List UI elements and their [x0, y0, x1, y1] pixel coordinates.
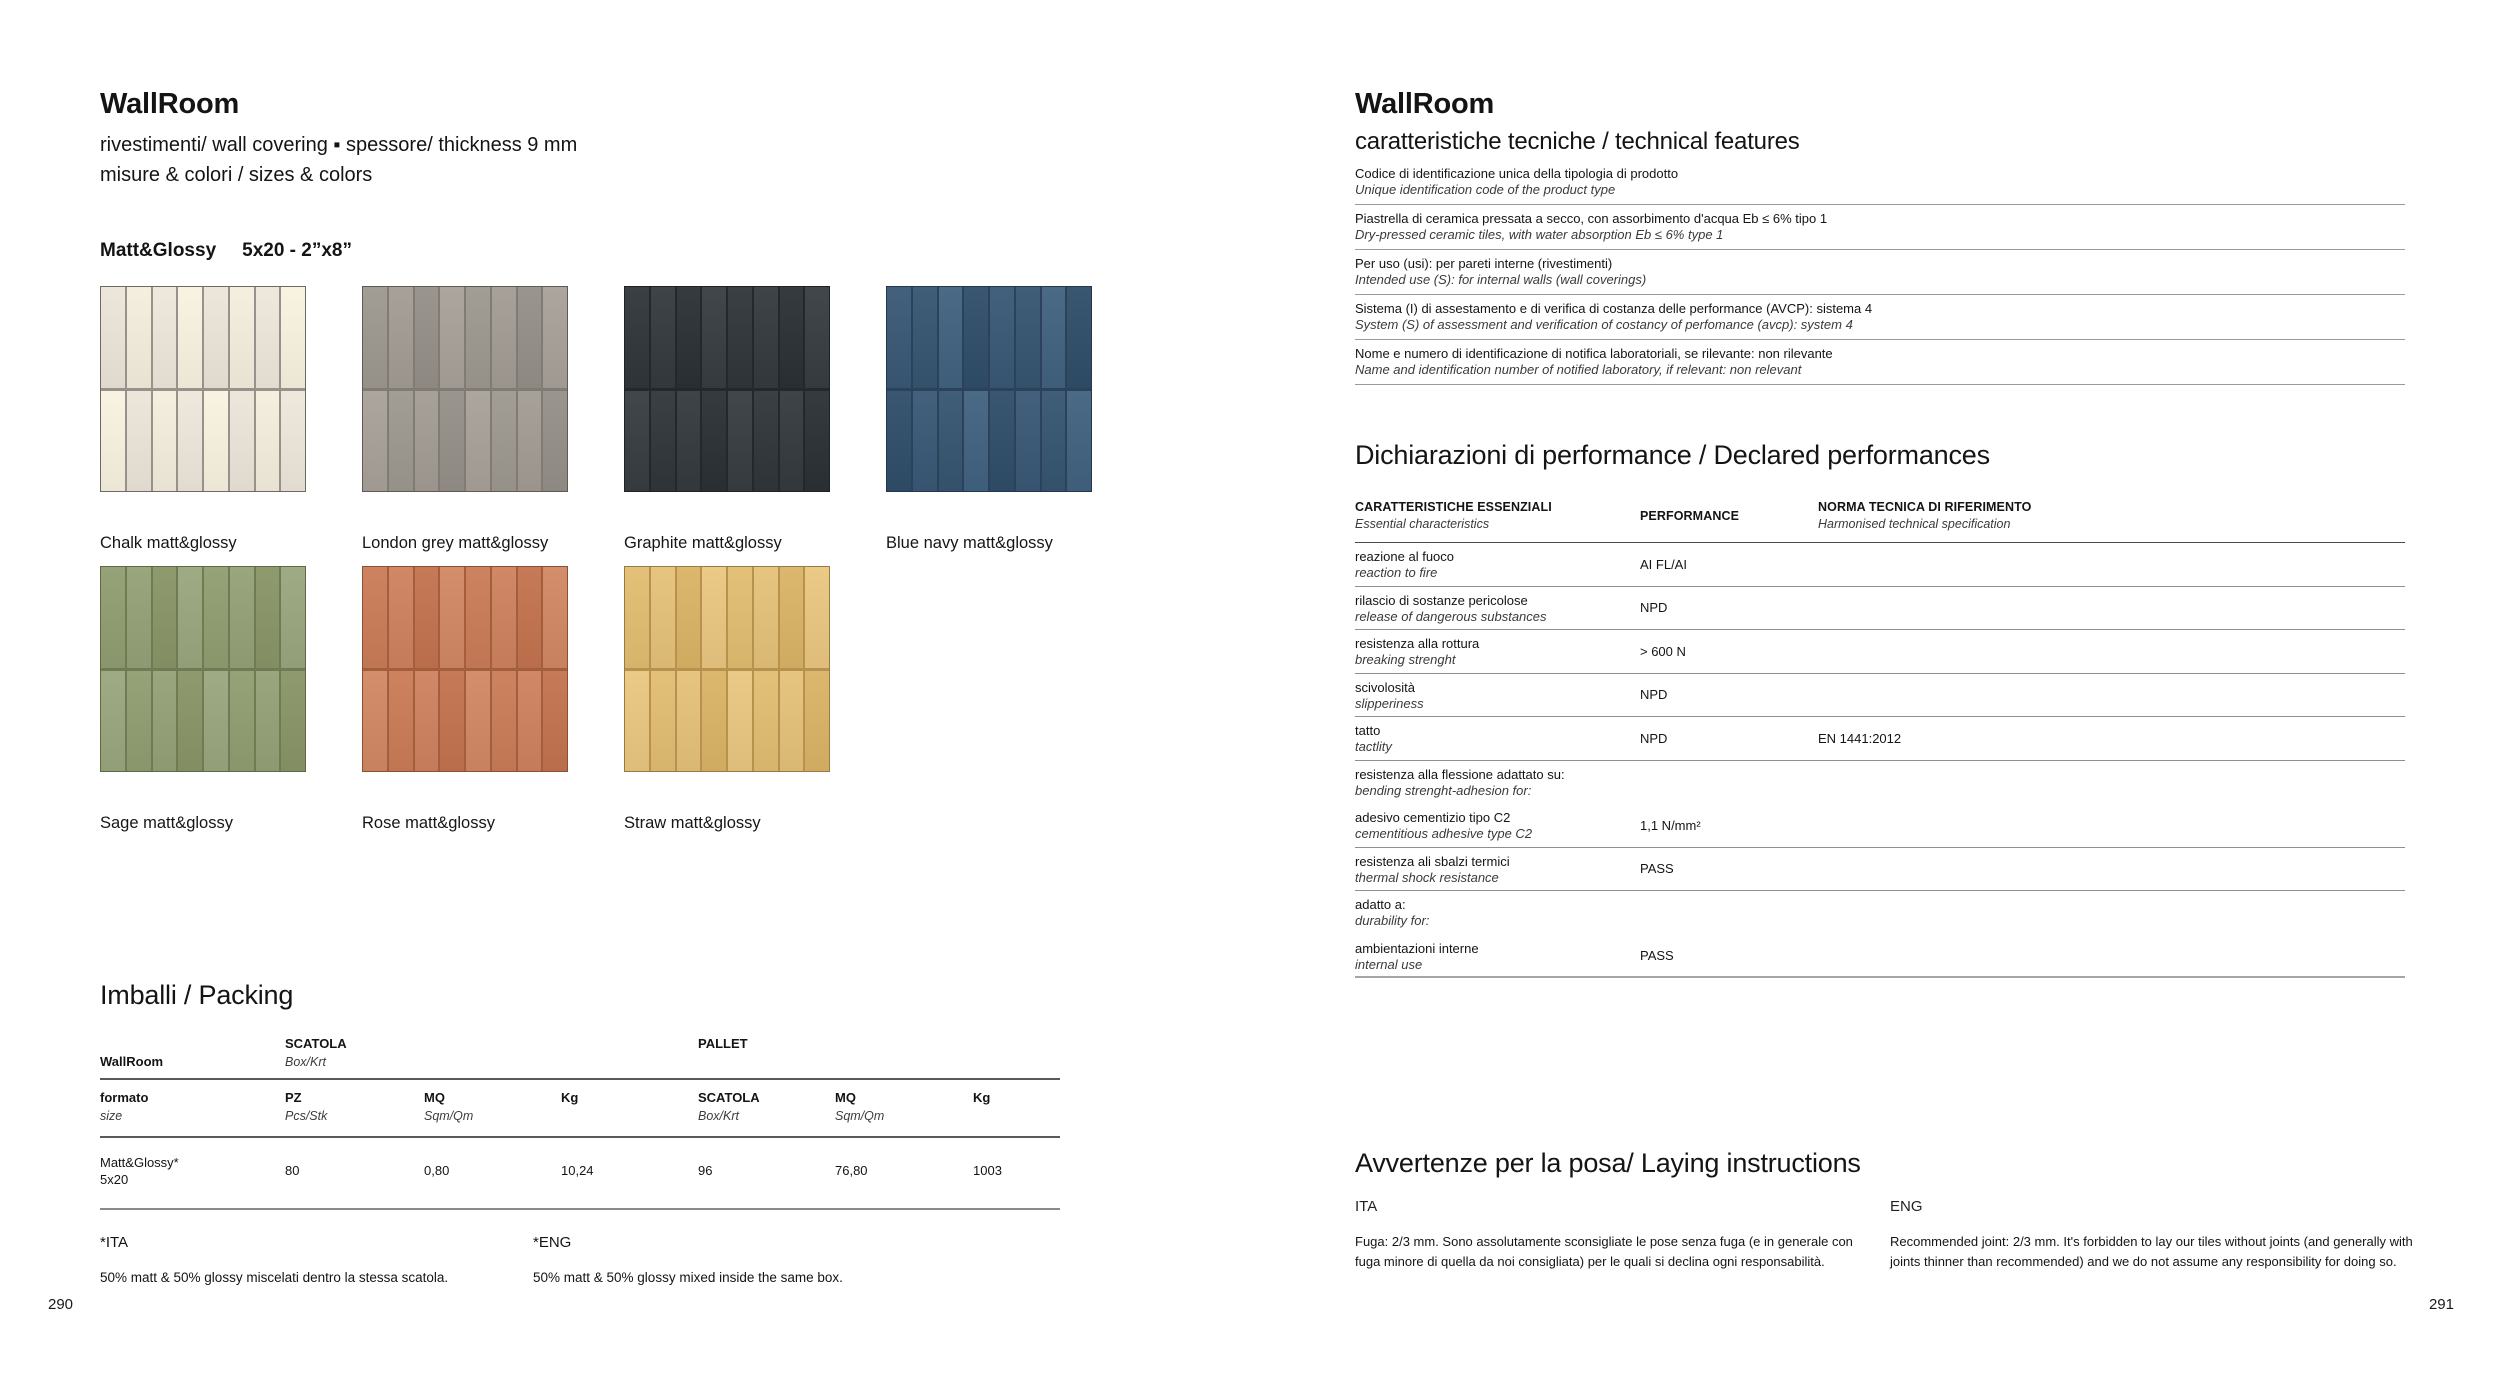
tile-strip	[415, 391, 439, 492]
tile-strip	[492, 287, 516, 388]
packing-column-head: PZ	[285, 1090, 302, 1105]
tile-strip	[625, 671, 649, 772]
tile-strip	[677, 567, 701, 668]
packing-table	[100, 1036, 1060, 1210]
footnote-ita-text: 50% matt & 50% glossy miscelati dentro la stessa scatola.	[100, 1270, 449, 1285]
perf-row-it: reazione al fuoco	[1355, 549, 1455, 564]
perf-row-value: NPD	[1640, 600, 1668, 616]
tile-strip	[518, 391, 542, 492]
perf-row-it: adesivo cementizio tipo C2	[1355, 810, 1511, 825]
footnote-ita-label: *ITA	[100, 1234, 129, 1251]
tile-strip	[101, 671, 125, 772]
perf-row-label	[1355, 549, 1640, 586]
feature-text-en: System (S) of assessment and verification of costancy of perfomance (avcp): system 4	[1355, 317, 1853, 332]
tile-strip	[363, 567, 387, 668]
tile-strip	[204, 391, 228, 492]
technical-feature-item	[1355, 205, 2405, 250]
performance-row	[1355, 804, 2405, 848]
tile-swatch	[624, 286, 830, 553]
tile-strip	[1042, 391, 1066, 492]
packing-pallet-sub-spacer	[698, 1054, 835, 1070]
tile-swatch-image	[362, 286, 568, 492]
packing-column-header	[424, 1090, 561, 1124]
packing-column-head: Kg	[561, 1090, 579, 1105]
tile-strip	[805, 391, 829, 492]
packing-group-header-row	[100, 1036, 1060, 1080]
tile-strip	[805, 287, 829, 388]
packing-row-series: Matt&Glossy*	[100, 1155, 179, 1170]
perf-row-label	[1355, 723, 1640, 760]
tile-strip	[543, 567, 567, 668]
tile-strip	[728, 287, 752, 388]
perf-row-it: adatto a:	[1355, 897, 1406, 912]
tile-strip	[101, 391, 125, 492]
tile-strip	[492, 671, 516, 772]
perf-row-norm	[1818, 897, 2405, 935]
tile-strip	[204, 671, 228, 772]
packing-cell-value: 96	[698, 1163, 713, 1178]
tile-strip	[780, 287, 804, 388]
tile-strip	[389, 567, 413, 668]
perf-row-it: scivolosità	[1355, 679, 1415, 695]
perf-row-en: reaction to fire	[1355, 565, 1438, 580]
swatch-grid	[100, 286, 1092, 833]
tile-swatch-image	[100, 286, 306, 492]
tile-strip	[887, 391, 911, 492]
feature-text-it: Sistema (I) di assestamento e di verifica di costanza delle performance (AVCP): sistema 4	[1355, 301, 1873, 316]
perf-col2-head: PERFORMANCE	[1640, 508, 1740, 523]
tile-strip	[651, 671, 675, 772]
packing-column-header	[973, 1090, 1060, 1124]
packing-column-header	[835, 1090, 973, 1124]
tile-strip	[363, 287, 387, 388]
feature-text-en: Unique identification code of the product type	[1355, 182, 1616, 197]
packing-column-head: MQ	[424, 1090, 445, 1105]
tile-strip	[913, 391, 937, 492]
packing-column-sub: Sqm/Qm	[835, 1109, 885, 1123]
perf-row-label	[1355, 680, 1640, 717]
perf-row-label	[1355, 636, 1640, 673]
packing-scatola-group	[285, 1036, 424, 1070]
tile-strip	[754, 391, 778, 492]
tile-swatch-image	[886, 286, 1092, 492]
tile-swatch-image	[624, 286, 830, 492]
tile-strip	[964, 391, 988, 492]
feature-text-en: Dry-pressed ceramic tiles, with water absorption Eb ≤ 6% type 1	[1355, 227, 1724, 242]
technical-feature-item	[1355, 340, 2405, 385]
packing-pallet-label: PALLET	[698, 1036, 748, 1051]
performance-row	[1355, 891, 2405, 935]
technical-feature-item	[1355, 250, 2405, 295]
performance-row	[1355, 717, 2405, 761]
perf-row-label	[1355, 897, 1640, 935]
tile-strip	[913, 287, 937, 388]
performances-heading: Dichiarazioni di performance / Declared performances	[1355, 440, 1990, 470]
tile-strip	[887, 287, 911, 388]
tile-strip	[1067, 287, 1091, 388]
page-subtitle	[100, 130, 577, 190]
packing-heading: Imballi / Packing	[100, 980, 294, 1010]
perf-row-en: durability for:	[1355, 913, 1430, 928]
laying-eng-column	[1890, 1198, 2420, 1272]
packing-column-header	[100, 1090, 285, 1124]
tile-strip	[702, 567, 726, 668]
tile-swatch	[100, 566, 306, 833]
tile-strip	[440, 567, 464, 668]
perf-row-en: bending strenght-adhesion for:	[1355, 782, 1532, 798]
tile-strip	[153, 671, 177, 772]
swatch-label: Sage matt&glossy	[100, 814, 233, 832]
tile-strip	[518, 287, 542, 388]
tile-strip	[256, 567, 280, 668]
tile-swatch	[362, 286, 568, 553]
tile-strip	[440, 287, 464, 388]
perf-row-en: release of dangerous substances	[1355, 608, 1547, 624]
perf-row-en: thermal shock resistance	[1355, 869, 1499, 885]
tile-strip	[702, 671, 726, 772]
feature-text-it: Nome e numero di identificazione di notifica laboratoriali, se rilevante: non rilevante	[1355, 346, 1833, 361]
tile-strip	[964, 287, 988, 388]
perf-col1-head: CARATTERISTICHE ESSENZIALI	[1355, 500, 1552, 514]
tile-strip	[677, 391, 701, 492]
tile-strip	[178, 287, 202, 388]
packing-product-label: WallRoom	[100, 1054, 164, 1069]
tile-strip	[702, 287, 726, 388]
tile-strip	[939, 287, 963, 388]
series-size: 5x20 - 2”x8”	[242, 240, 352, 261]
tile-strip	[178, 671, 202, 772]
tile-strip	[204, 567, 228, 668]
perf-col3-header	[1818, 500, 2405, 532]
tile-strip	[780, 671, 804, 772]
perf-row-it: resistenza alla flessione adattato su:	[1355, 766, 1565, 782]
tile-strip	[677, 287, 701, 388]
footnote-ita	[100, 1234, 448, 1285]
packing-column-head: MQ	[835, 1090, 856, 1105]
performance-row	[1355, 674, 2405, 718]
laying-eng-text: Recommended joint: 2/3 mm. It's forbidden to lay our tiles without joints (and generally with joints thinner than recommended) and we do not assume any responsibility for doing so.	[1890, 1234, 2413, 1269]
tile-strip	[230, 567, 254, 668]
perf-col1-sub: Essential characteristics	[1355, 517, 1490, 531]
tile-strip	[153, 391, 177, 492]
tile-strip	[230, 391, 254, 492]
perf-row-norm	[1818, 549, 2405, 586]
perf-row-norm	[1818, 810, 2405, 847]
perf-row-it: rilascio di sostanze pericolose	[1355, 592, 1528, 608]
technical-features-list	[1355, 160, 2405, 385]
feature-text-it: Piastrella di ceramica pressata a secco, con assorbimento d'acqua Eb ≤ 6% tipo 1	[1355, 211, 1828, 226]
tile-strip	[440, 391, 464, 492]
packing-cell-value: 80	[285, 1163, 300, 1178]
tile-swatch	[362, 566, 568, 833]
feature-text-it: Per uso (usi): per pareti interne (rivestimenti)	[1355, 256, 1613, 271]
tile-strip	[415, 671, 439, 772]
feature-text-en: Intended use (S): for internal walls (wall coverings)	[1355, 272, 1647, 287]
tile-strip	[728, 671, 752, 772]
swatch-label: Rose matt&glossy	[362, 814, 495, 832]
tile-strip	[728, 567, 752, 668]
tile-strip	[127, 671, 151, 772]
perf-row-label	[1355, 767, 1640, 805]
packing-scatola-sub: Box/Krt	[285, 1055, 326, 1069]
laying-ita-column	[1355, 1198, 1860, 1272]
tile-strip	[153, 287, 177, 388]
perf-col2-header	[1640, 509, 1818, 524]
swatch-label: Straw matt&glossy	[624, 814, 761, 832]
packing-row-name	[100, 1154, 285, 1188]
tile-strip	[728, 391, 752, 492]
tile-strip	[651, 567, 675, 668]
packing-column-header-row	[100, 1080, 1060, 1138]
tile-strip	[754, 567, 778, 668]
tile-strip	[256, 671, 280, 772]
tile-strip	[1042, 287, 1066, 388]
tile-strip	[230, 671, 254, 772]
packing-column-header	[698, 1090, 835, 1124]
subtitle-line-1: rivestimenti/ wall covering ▪ spessore/ thickness 9 mm	[100, 134, 578, 156]
tile-strip	[466, 391, 490, 492]
tile-strip	[780, 391, 804, 492]
performance-row	[1355, 761, 2405, 805]
perf-row-value: NPD	[1640, 730, 1668, 746]
perf-row-value: NPD	[1640, 687, 1668, 703]
tile-strip	[492, 391, 516, 492]
tile-strip	[389, 671, 413, 772]
performances-header-row	[1355, 500, 2405, 543]
perf-row-norm	[1818, 636, 2405, 673]
laying-eng-label: ENG	[1890, 1198, 1923, 1215]
tile-strip	[466, 671, 490, 772]
footnote-eng-text: 50% matt & 50% glossy mixed inside the same box.	[533, 1270, 843, 1285]
tile-strip	[230, 287, 254, 388]
performance-row	[1355, 543, 2405, 587]
perf-row-it: resistenza ali sbalzi termici	[1355, 853, 1510, 869]
feature-text-it: Codice di identificazione unica della tipologia di prodotto	[1355, 166, 1679, 181]
tile-strip	[990, 391, 1014, 492]
tile-strip	[178, 391, 202, 492]
performance-row	[1355, 935, 2405, 979]
series-name: Matt&Glossy	[100, 240, 217, 261]
tile-strip	[466, 567, 490, 668]
tile-swatch	[100, 286, 306, 553]
packing-column-sub: Sqm/Qm	[424, 1109, 474, 1123]
tile-strip	[256, 287, 280, 388]
perf-row-en: breaking strenght	[1355, 652, 1456, 667]
tile-strip	[101, 287, 125, 388]
perf-row-label	[1355, 593, 1640, 630]
left-page-header	[100, 88, 577, 190]
tile-strip	[651, 391, 675, 492]
swatch-label: Graphite matt&glossy	[624, 534, 782, 552]
tile-strip	[127, 391, 151, 492]
tile-strip	[1016, 287, 1040, 388]
tile-strip	[1067, 391, 1091, 492]
feature-text-en: Name and identification number of notified laboratory, if relevant: non relevant	[1355, 362, 1802, 377]
tile-strip	[805, 567, 829, 668]
technical-feature-item	[1355, 295, 2405, 340]
page-title-right: WallRoom	[1355, 88, 1495, 120]
perf-col3-head: NORMA TECNICA DI RIFERIMENTO	[1818, 500, 2032, 514]
packing-column-head: formato	[100, 1090, 149, 1105]
packing-column-sub: size	[100, 1109, 123, 1123]
tile-strip	[415, 287, 439, 388]
perf-row-norm	[1818, 593, 2405, 630]
packing-column-sub: Pcs/Stk	[285, 1109, 328, 1123]
performances-rows	[1355, 543, 2405, 978]
tile-strip	[677, 671, 701, 772]
technical-feature-item	[1355, 160, 2405, 205]
tile-strip	[256, 391, 280, 492]
packing-pallet-group	[698, 1036, 835, 1070]
packing-column-header	[285, 1090, 424, 1124]
tile-swatch	[886, 286, 1092, 553]
packing-column-head: SCATOLA	[698, 1090, 760, 1105]
tile-strip	[543, 287, 567, 388]
tile-strip	[440, 671, 464, 772]
packing-scatola-label: SCATOLA	[285, 1036, 347, 1051]
perf-row-norm	[1818, 767, 2405, 805]
tile-strip	[178, 567, 202, 668]
perf-row-it: tatto	[1355, 723, 1381, 738]
tile-strip	[754, 671, 778, 772]
performances-table	[1355, 500, 2405, 978]
tile-strip	[363, 391, 387, 492]
subtitle-line-2: misure & colori / sizes & colors	[100, 164, 373, 186]
tile-strip	[281, 671, 305, 772]
packing-column-head: Kg	[973, 1090, 991, 1105]
perf-row-en: cementitious adhesive type C2	[1355, 826, 1533, 841]
tile-swatch	[624, 566, 830, 833]
perf-row-value: 1,1 N/mm²	[1640, 817, 1701, 833]
tile-strip	[204, 287, 228, 388]
tile-strip	[127, 567, 151, 668]
page-number-right: 291	[2428, 1296, 2454, 1313]
footnote-eng-label: *ENG	[533, 1234, 572, 1251]
performance-row	[1355, 848, 2405, 892]
packing-row-size: 5x20	[100, 1172, 129, 1187]
perf-row-en: slipperiness	[1355, 695, 1424, 711]
perf-row-en: tactlity	[1355, 739, 1392, 754]
perf-row-norm: EN 1441:2012	[1818, 730, 1902, 746]
tile-strip	[281, 567, 305, 668]
perf-col1-header	[1355, 500, 1640, 532]
tile-strip	[702, 391, 726, 492]
laying-instructions-heading: Avvertenze per la posa/ Laying instructions	[1355, 1148, 1861, 1178]
tile-strip	[780, 567, 804, 668]
footnote-eng	[533, 1234, 843, 1285]
tile-strip	[518, 567, 542, 668]
tile-strip	[805, 671, 829, 772]
packing-column-header	[561, 1090, 698, 1124]
perf-row-value: PASS	[1640, 861, 1674, 877]
packing-cell-value: 0,80	[424, 1163, 450, 1178]
tile-swatch-image	[362, 566, 568, 772]
tile-strip	[754, 287, 778, 388]
tile-strip	[543, 391, 567, 492]
tile-strip	[518, 671, 542, 772]
technical-features-subtitle: caratteristiche tecniche / technical features	[1355, 128, 1800, 155]
perf-row-norm	[1818, 854, 2405, 891]
tile-strip	[939, 391, 963, 492]
swatch-label: Chalk matt&glossy	[100, 534, 237, 552]
perf-row-norm	[1818, 941, 2405, 977]
packing-data-row	[100, 1138, 1060, 1210]
laying-ita-text: Fuga: 2/3 mm. Sono assolutamente sconsigliate le pose senza fuga (e in generale con fuga minore di quella da noi consigliata) per le quali si declina ogni responsabilità.	[1355, 1234, 1853, 1269]
tile-strip	[625, 287, 649, 388]
tile-strip	[990, 287, 1014, 388]
perf-row-label	[1355, 810, 1640, 847]
perf-row-it: resistenza alla rottura	[1355, 636, 1480, 651]
tile-strip	[363, 671, 387, 772]
tile-strip	[101, 567, 125, 668]
tile-strip	[415, 567, 439, 668]
tile-strip	[651, 287, 675, 388]
packing-cell-value: 76,80	[835, 1163, 868, 1178]
performance-row	[1355, 630, 2405, 674]
perf-row-value: PASS	[1640, 947, 1674, 963]
tile-strip	[625, 567, 649, 668]
tile-strip	[389, 287, 413, 388]
page-title: WallRoom	[100, 88, 240, 120]
perf-row-it: ambientazioni interne	[1355, 940, 1479, 956]
packing-cell-value: 10,24	[561, 1163, 594, 1178]
tile-strip	[625, 391, 649, 492]
tile-strip	[1016, 391, 1040, 492]
swatch-label: Blue navy matt&glossy	[886, 534, 1053, 552]
page-number-left: 290	[48, 1296, 74, 1313]
perf-row-norm	[1818, 680, 2405, 717]
perf-row-value	[1640, 897, 1818, 935]
tile-swatch-image	[624, 566, 830, 772]
tile-strip	[127, 287, 151, 388]
performance-row	[1355, 587, 2405, 631]
perf-row-value: AI FL/AI	[1640, 556, 1687, 572]
packing-column-sub: Box/Krt	[698, 1109, 739, 1123]
tile-strip	[281, 391, 305, 492]
tile-strip	[543, 671, 567, 772]
perf-row-value	[1640, 767, 1818, 805]
tile-strip	[492, 567, 516, 668]
perf-col3-sub: Harmonised technical specification	[1818, 517, 2011, 531]
tile-strip	[153, 567, 177, 668]
laying-ita-label: ITA	[1355, 1198, 1378, 1215]
right-page-header	[1355, 88, 1800, 156]
tile-strip	[281, 287, 305, 388]
tile-strip	[389, 391, 413, 492]
perf-row-label	[1355, 854, 1640, 891]
packing-cell-value: 1003	[973, 1163, 1002, 1178]
perf-row-label	[1355, 941, 1640, 977]
perf-row-en: internal use	[1355, 956, 1423, 972]
tile-strip	[466, 287, 490, 388]
series-heading	[100, 240, 352, 262]
perf-row-value: > 600 N	[1640, 643, 1686, 659]
tile-swatch-image	[100, 566, 306, 772]
swatch-label: London grey matt&glossy	[362, 534, 549, 552]
